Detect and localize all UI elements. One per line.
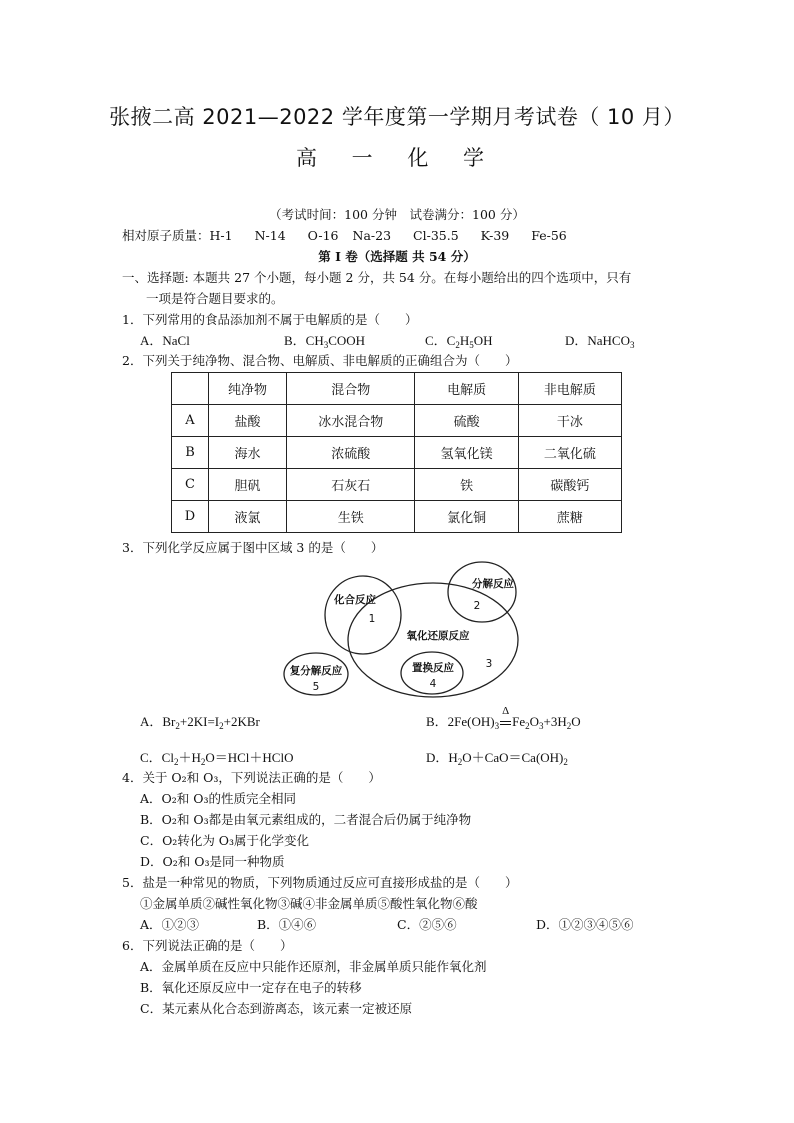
table-header-cell: 纯净物 [209,373,287,405]
table-cell: 液氯 [209,501,287,533]
q5-option-d: D．①②③④⑤⑥ [536,917,634,932]
q5-option-c: C．②⑤⑥ [397,917,457,932]
atomic-mass-o: O-16 [307,228,339,243]
atomic-mass-label: 相对原子质量： [122,228,210,243]
table-cell: 冰水混合物 [286,405,415,437]
atomic-mass-fe: Fe-56 [531,228,567,243]
q1-options [140,332,635,350]
decomposition-ellipse [448,562,516,622]
q3-option-c: C．$Cl_2+H_2O=HCl+HClO$ [140,750,294,767]
label-region-3: 3 [485,658,493,670]
table-cell: 海水 [209,437,287,469]
atomic-mass-na: Na-23 [352,228,392,243]
table-cell: 胆矾 [209,469,287,501]
q6-option-c: C．某元素从化合态到游离态，该元素一定被还原 [140,1001,413,1016]
q4-option-d: D．O₂和 O₃是同一种物质 [140,854,285,869]
table-cell: 二氧化硫 [518,437,621,469]
q4-option-a: A．O₂和 O₃的性质完全相同 [140,791,297,806]
table-cell: C [172,469,209,501]
q1-stem: 1．下列常用的食品添加剂不属于电解质的是（ ） [122,312,418,327]
q1-option-a: A．NaCl [140,333,190,348]
table-row [172,501,622,533]
table-cell: 碳酸钙 [518,469,621,501]
q5-option-a: A．①②③ [140,917,200,932]
table-cell: D [172,501,209,533]
table-header-cell: 电解质 [415,373,518,405]
label-region-2: 2 [473,600,481,612]
table-cell: 石灰石 [286,469,415,501]
label-region-1: 1 [368,613,376,625]
q3-option-b: B．$2Fe(OH)_3$ Δ $Fe_2O_3+3H_2O$ [426,713,581,731]
q3-option-d: D．$H_2O+CaO=Ca(OH)_2$ [426,750,568,767]
atomic-mass-k: K-39 [480,228,510,243]
table-cell: 氯化铜 [415,501,518,533]
q6-option-a: A．金属单质在反应中只能作还原剂，非金属单质只能作氧化剂 [140,959,487,974]
q2-stem: 2．下列关于纯净物、混合物、电解质、非电解质的正确组合为（ ） [122,353,518,368]
q6-stem: 6．下列说法正确的是（ ） [122,938,293,953]
label-double-decomposition: 复分解反应 [289,665,343,677]
q1-option-b: B．$CH_3COOH$ [284,333,366,350]
table-cell: 生铁 [286,501,415,533]
q5-list: ①金属单质②碱性氧化物③碱④非金属单质⑤酸性氧化物⑥酸 [140,896,478,911]
table-cell: 硫酸 [415,405,518,437]
exam-title: 张掖二高 2021—2022 学年度第一学期月考试卷（ 10 月） [109,105,685,129]
instruction-line-2: 一项是符合题目要求的。 [146,291,284,306]
table-cell: 蔗糖 [518,501,621,533]
table-cell: A [172,405,209,437]
label-region-4: 4 [429,678,437,690]
atomic-mass-line [122,227,567,245]
label-decomposition: 分解反应 [472,578,514,590]
q1-option-d: D．NaHCO$_3$ [565,333,635,350]
label-combination: 化合反应 [334,594,376,606]
table-cell: 氢氧化镁 [415,437,518,469]
q6-option-b: B．氧化还原反应中一定存在电子的转移 [140,980,362,995]
q5-options [140,916,634,934]
q4-stem: 4．关于 O₂和 O₃，下列说法正确的是（ ） [122,770,381,785]
q5-option-b: B．①④⑥ [257,917,317,932]
label-redox: 氧化还原反应 [406,630,470,642]
table-cell: 干冰 [518,405,621,437]
table-cell: 浓硫酸 [286,437,415,469]
table-row [172,405,622,437]
atomic-mass-cl: Cl-35.5 [413,228,459,243]
table-header-cell: 非电解质 [518,373,621,405]
equals-sign [500,721,511,725]
combination-ellipse [325,576,401,654]
table-row [172,437,622,469]
label-region-5: 5 [312,681,320,693]
q4-option-c: C．O₂转化为 O₃属于化学变化 [140,833,310,848]
table-header-row [172,373,622,405]
reaction-venn-diagram [278,561,522,701]
q1-option-c: C．$C_2H_5OH$ [425,333,493,350]
table-cell: B [172,437,209,469]
q2-table [171,372,622,533]
q5-stem: 5．盐是一种常见的物质，下列物质通过反应可直接形成盐的是（ ） [122,875,518,890]
q3-stem: 3．下列化学反应属于图中区域 3 的是（ ） [122,540,384,555]
atomic-mass-n: N-14 [254,228,286,243]
table-cell: 铁 [415,469,518,501]
q4-option-b: B．O₂和 O₃都是由氧元素组成的，二者混合后仍属于纯净物 [140,812,472,827]
exam-info: （考试时间：100 分钟 试卷满分：100 分） [269,207,525,222]
table-row [172,469,622,501]
instruction-line-1: 一、选择题: 本题共 27 个小题，每小题 2 分，共 54 分。在每小题给出的四个选项中，只有 [122,270,632,285]
table-header-cell [172,373,209,405]
label-displacement: 置换反应 [412,662,454,674]
exam-subtitle: 高 一 化 学 [295,146,499,170]
heat-symbol: Δ [502,705,510,717]
atomic-mass-h: H-1 [209,228,233,243]
table-header-cell: 混合物 [286,373,415,405]
q3-option-a: A．$Br_2+2KI=I_2+2KBr$ [140,714,260,731]
section-title: 第 I 卷（选择题 共 54 分） [318,249,476,264]
table-cell: 盐酸 [209,405,287,437]
